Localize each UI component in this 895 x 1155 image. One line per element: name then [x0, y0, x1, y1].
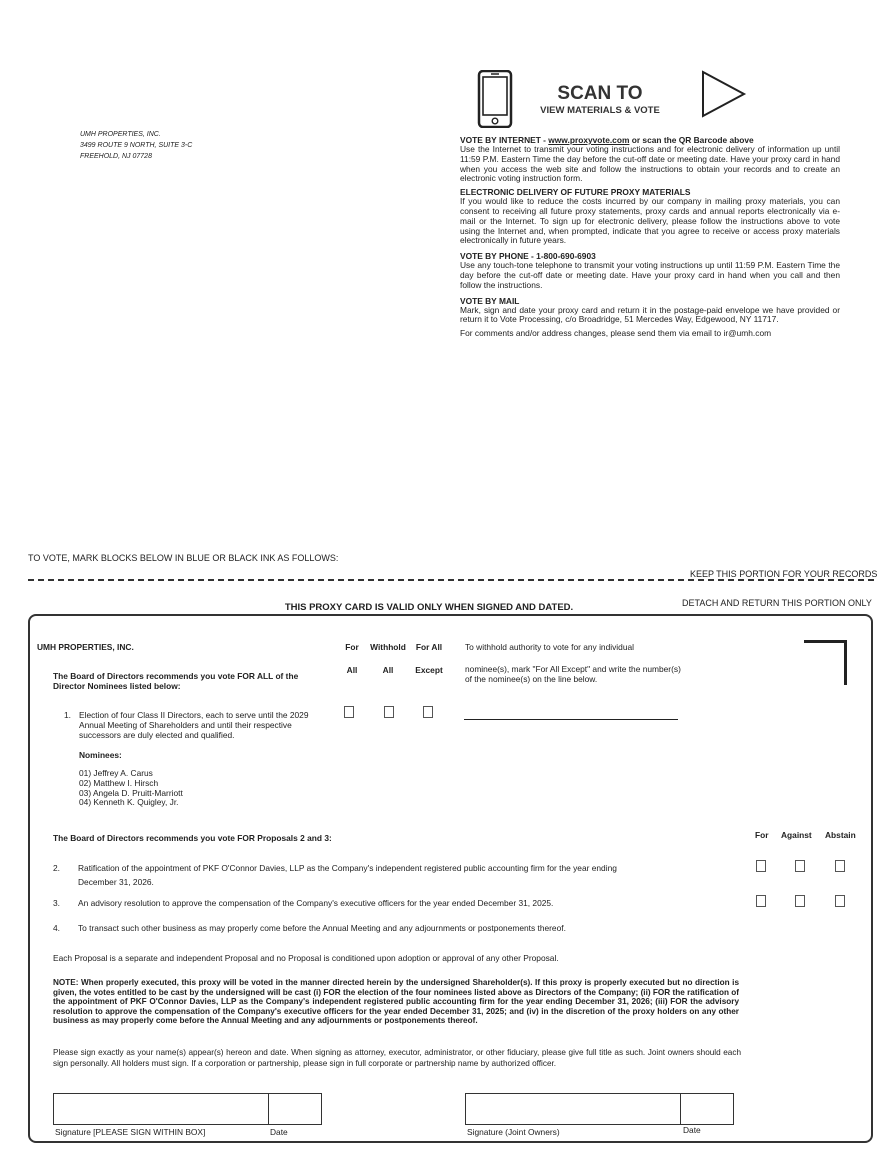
- joint-date-label: Date: [683, 1125, 701, 1135]
- nominees-label: Nominees:: [79, 750, 122, 760]
- proposal-2-number: 2.: [53, 863, 60, 873]
- return-address: [80, 129, 192, 162]
- valid-notice: THIS PROXY CARD IS VALID ONLY WHEN SIGNED AND DATED.: [284, 602, 574, 613]
- signature-date-divider: [268, 1094, 269, 1124]
- sign-instructions: Please sign exactly as your name(s) appear(s) hereon and date. When signing as attorney, executor, administrator, or other fiduciary, please give full title as such. Joint owners should each sign personally. All holders must sign. If a corporation or partnership, please sign in full corporate or partnership name by authorized officer.: [53, 1048, 741, 1068]
- vote-phone-body: Use any touch-tone telephone to transmit your voting instructions up until 11:59 P.M. Eastern Time the day before the cut-off date or meeting date. Have your proxy card in hand when you call and then follow the instructions.: [460, 260, 840, 290]
- card-company-name: UMH PROPERTIES, INC.: [37, 642, 134, 652]
- nominee-item: 03) Angela D. Pruitt-Marriott: [79, 787, 183, 798]
- withhold-note-1: To withhold authority to vote for any individual: [465, 642, 634, 652]
- joint-signature-date-divider: [680, 1094, 681, 1124]
- vote-internet-suffix: or scan the QR Barcode above: [629, 135, 754, 145]
- scan-to-block: [520, 83, 680, 117]
- col-abstain: Abstain: [825, 830, 856, 840]
- item1-text: Election of four Class II Directors, each to serve until the 2029 Annual Meeting of Shareholders and until their respective successors are duly elected and qualified.: [79, 710, 309, 740]
- proposal-3-text: An advisory resolution to approve the compensation of the Company's executive officers for the year ended December 31, 2025.: [78, 898, 554, 908]
- signature-box[interactable]: [53, 1093, 322, 1125]
- address-company: UMH PROPERTIES, INC.: [80, 131, 161, 138]
- proposal-3-number: 3.: [53, 898, 60, 908]
- vote-internet-prefix: VOTE BY INTERNET -: [460, 135, 549, 145]
- voting-instructions: [460, 135, 840, 339]
- col-for-all-bottom: All: [346, 665, 358, 675]
- checkbox-proposal-2-abstain[interactable]: [835, 860, 845, 872]
- checkbox-for-all[interactable]: [344, 706, 354, 718]
- scan-subtitle: VIEW MATERIALS & VOTE: [540, 105, 660, 116]
- proposal-4-text: To transact such other business as may properly come before the Annual Meeting and any adjournments or postponements thereof.: [78, 923, 566, 933]
- col-for-all-except-bottom: Except: [415, 665, 443, 675]
- col-withhold-bottom: All: [382, 665, 394, 675]
- withhold-note-2: nominee(s), mark "For All Except" and write the number(s) of the nominee(s) on the line below.: [465, 664, 681, 684]
- checkbox-proposal-2-for[interactable]: [756, 860, 766, 872]
- nominee-item: 01) Jeffrey A. Carus: [79, 768, 153, 778]
- signature-label: Signature [PLEASE SIGN WITHIN BOX]: [55, 1127, 206, 1137]
- checkbox-proposal-3-against[interactable]: [795, 895, 805, 907]
- checkbox-proposal-3-for[interactable]: [756, 895, 766, 907]
- vote-phone-title: VOTE BY PHONE - 1-800-690-6903: [460, 251, 596, 262]
- proposal-2-line2: December 31, 2026.: [78, 876, 154, 887]
- col-for-all-top: For: [345, 642, 359, 652]
- board-recommendation-1: The Board of Directors recommends you vote FOR ALL of the Director Nominees listed below:: [53, 671, 299, 691]
- nominee-item: 02) Matthew I. Hirsch: [79, 777, 159, 788]
- proposal-4-number: 4.: [53, 923, 60, 933]
- tear-line: [28, 579, 874, 581]
- checkbox-proposal-3-abstain[interactable]: [835, 895, 845, 907]
- joint-signature-label: Signature (Joint Owners): [467, 1127, 560, 1137]
- except-write-in-line[interactable]: [464, 719, 678, 720]
- registration-mark: [804, 640, 847, 685]
- proposal-2-text: [78, 864, 738, 888]
- vote-mail-title: VOTE BY MAIL: [460, 295, 520, 306]
- comments-text: For comments and/or address changes, please send them via email to ir@umh.com: [460, 328, 772, 339]
- arrow-right-icon: [700, 70, 748, 118]
- col-for: For: [755, 830, 769, 840]
- keep-portion-label: KEEP THIS PORTION FOR YOUR RECORDS: [690, 569, 878, 579]
- detach-portion-label: DETACH AND RETURN THIS PORTION ONLY: [682, 598, 872, 608]
- proposal-2-line1: Ratification of the appointment of PKF O'Connor Davies, LLP as the Company's independent registered public accounting firm for the year ending: [78, 863, 617, 873]
- edelivery-title: ELECTRONIC DELIVERY OF FUTURE PROXY MATERIALS: [460, 187, 691, 198]
- col-for-all-except-top: For All: [415, 642, 443, 652]
- scan-title: SCAN TO: [557, 83, 643, 104]
- address-line1: 3499 ROUTE 9 NORTH, SUITE 3-C: [80, 142, 193, 149]
- edelivery-body: If you would like to reduce the costs incurred by our company in mailing proxy materials, you can consent to receiving all future proxy statements, proxy cards and annual reports electronically via e-mail or the Internet. To sign up for electronic delivery, please follow the instructions above to vote using the Internet and, when prompted, indicate that you agree to receive or access proxy materials electronically in future years.: [460, 196, 840, 246]
- col-against: Against: [781, 830, 812, 840]
- joint-signature-box[interactable]: [465, 1093, 734, 1125]
- mark-instructions: TO VOTE, MARK BLOCKS BELOW IN BLUE OR BLACK INK AS FOLLOWS:: [28, 553, 339, 563]
- checkbox-withhold-all[interactable]: [384, 706, 394, 718]
- nominee-list: [79, 769, 183, 808]
- vote-mail-body: Mark, sign and date your proxy card and return it in the postage-paid envelope we have provided or return it to Vote Processing, c/o Broadridge, 51 Mercedes Way, Edgewood, NY 11717.: [460, 304, 840, 325]
- date-label: Date: [270, 1127, 288, 1137]
- vote-internet-body: Use the Internet to transmit your voting instructions and for electronic delivery of information up until 11:59 P.M. Eastern Time the day before the cut-off date or meeting date. Have your proxy card in hand when you access the web site and follow the instructions to obtain your records and to create an electronic voting instruction form.: [460, 144, 840, 184]
- item1-number: 1.: [64, 710, 71, 720]
- col-withhold-top: Withhold: [370, 642, 406, 652]
- independent-proposal-note: Each Proposal is a separate and independent Proposal and no Proposal is conditioned upon adoption or approval of any other Proposal.: [53, 953, 559, 963]
- checkbox-for-all-except[interactable]: [423, 706, 433, 718]
- nominee-item: 04) Kenneth K. Quigley, Jr.: [79, 797, 179, 808]
- smartphone-icon: [477, 70, 513, 128]
- board-recommendation-2: The Board of Directors recommends you vote FOR Proposals 2 and 3:: [53, 833, 332, 843]
- address-line2: FREEHOLD, NJ 07728: [80, 153, 152, 160]
- proxy-note: NOTE: When properly executed, this proxy will be voted in the manner directed herein by the undersigned Shareholder(s). If this proxy is properly executed but no direction is given, the votes entitled to be cast by the undersigned will be cast (i) FOR the election of the four nominees listed above as Directors of the Company; (ii) FOR the ratification of the appointment of PKF O'Connor Davies, LLP as the Company's independent registered public accounting firm for the year ending December 31, 2026; (iii) FOR the advisory resolution to approve the compensation of the Company's executive officers for the year ended December 31, 2025; and (iv) in the discretion of the proxy holders on any other business as may properly come before the Annual Meeting and any adjournments or postponements thereof.: [53, 978, 739, 1026]
- checkbox-proposal-2-against[interactable]: [795, 860, 805, 872]
- proxyvote-link[interactable]: www.proxyvote.com: [548, 135, 630, 145]
